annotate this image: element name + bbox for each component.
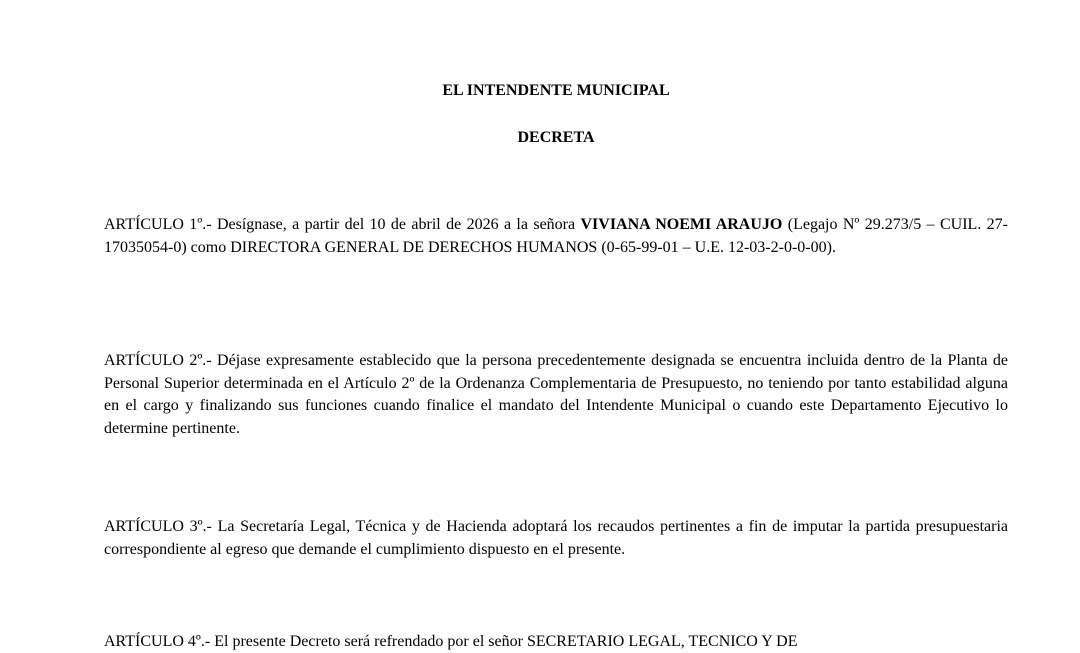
article-1 [104,214,1008,259]
article-1-name: VIVIANA NOEMI ARAUJO [580,216,783,233]
article-2-label: ARTÍCULO 2º.- [104,352,212,369]
article-1-label: ARTÍCULO 1º.- [104,216,212,233]
article-3 [104,516,1008,561]
article-4-text: El presente Decreto será refrendado por el señor SECRETARIO LEGAL, TECNICO Y DE [210,633,798,650]
article-3-text: La Secretaría Legal, Técnica y de Hacienda adoptará los recaudos pertinentes a fin de imputar la partida presupuestaria correspondiente al egreso que demande el cumplimiento dispuesto en el presente. [104,518,1008,558]
document-heading: EL INTENDENTE MUNICIPAL [442,82,670,99]
article-4-label: ARTÍCULO 4º.- [104,633,211,650]
document-subheading: DECRETA [517,129,595,146]
article-3-label: ARTÍCULO 3º.- [104,518,212,535]
article-1-text-before: Desígnase, a partir del 10 de abril de 2026 a la señora [211,216,581,233]
article-2-text: Déjase expresamente establecido que la persona precedentemente designada se encuentra incluida dentro de la Planta de Personal Superior determinada en el Artículo 2º de la Ordenanza Complementaria de Presupuesto, no teniendo por tanto estabilidad alguna en el cargo y finalizando sus funciones cuando finalice el mandato del Intendente Municipal o cuando este Departamento Ejecutivo lo determine pertinente. [104,352,1008,437]
article-1-text-after: (Legajo Nº 29.273/5 – CUIL. 27-17035054-0) como DIRECTORA GENERAL DE DERECHOS HUMANOS (0-65-99-01 – U.E. 12-03-2-0-0-00). [104,216,1009,256]
article-4 [104,631,1008,653]
article-2 [104,350,1008,440]
